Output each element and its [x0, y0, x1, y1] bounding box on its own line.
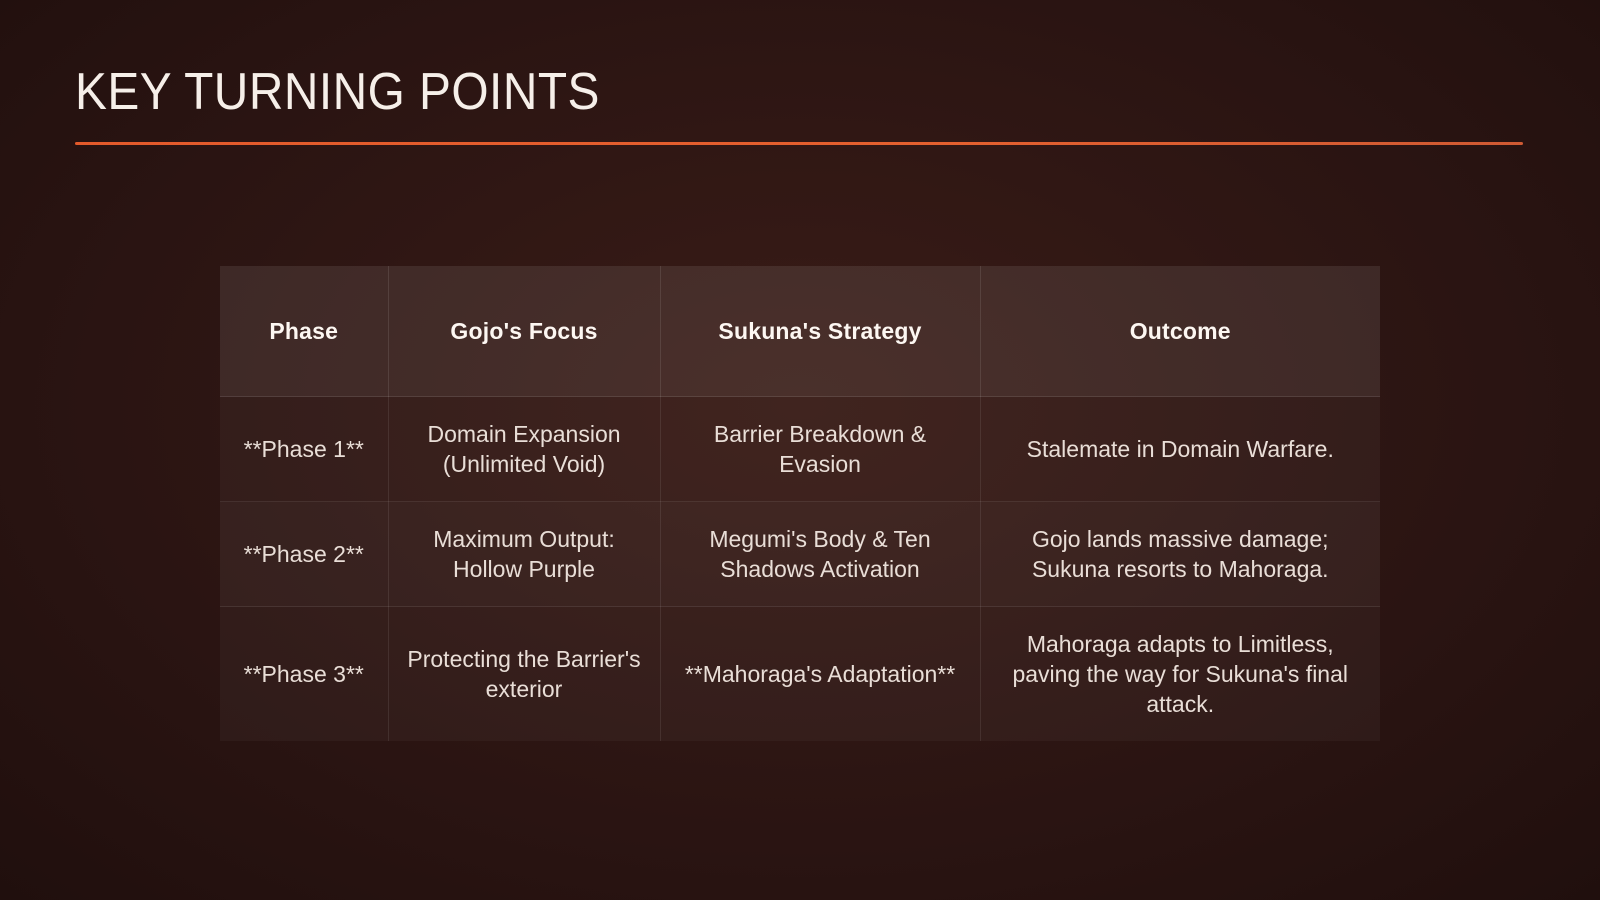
table-header [220, 266, 1380, 397]
cell-strategy: **Mahoraga's Adaptation** [660, 607, 980, 742]
cell-strategy: Barrier Breakdown & Evasion [660, 397, 980, 502]
title-underline-divider [75, 142, 1523, 145]
table-row [220, 607, 1380, 742]
cell-focus: Protecting the Barrier's exterior [388, 607, 660, 742]
column-header-strategy: Sukuna's Strategy [660, 266, 980, 397]
key-turning-points-table [220, 266, 1380, 741]
title-block [75, 62, 1523, 145]
column-header-phase: Phase [220, 266, 388, 397]
cell-phase: **Phase 2** [220, 502, 388, 607]
cell-outcome: Gojo lands massive damage; Sukuna resorts to Mahoraga. [980, 502, 1380, 607]
cell-focus: Maximum Output: Hollow Purple [388, 502, 660, 607]
column-header-outcome: Outcome [980, 266, 1380, 397]
cell-outcome: Stalemate in Domain Warfare. [980, 397, 1380, 502]
page-title: KEY TURNING POINTS [75, 63, 600, 121]
table-row [220, 502, 1380, 607]
column-header-focus: Gojo's Focus [388, 266, 660, 397]
table-row [220, 397, 1380, 502]
cell-focus: Domain Expansion (Unlimited Void) [388, 397, 660, 502]
cell-strategy: Megumi's Body & Ten Shadows Activation [660, 502, 980, 607]
cell-phase: **Phase 1** [220, 397, 388, 502]
cell-outcome: Mahoraga adapts to Limitless, paving the way for Sukuna's final attack. [980, 607, 1380, 742]
cell-phase: **Phase 3** [220, 607, 388, 742]
key-turning-points-table-container [220, 266, 1380, 741]
table-header-row [220, 266, 1380, 397]
table-body [220, 397, 1380, 742]
